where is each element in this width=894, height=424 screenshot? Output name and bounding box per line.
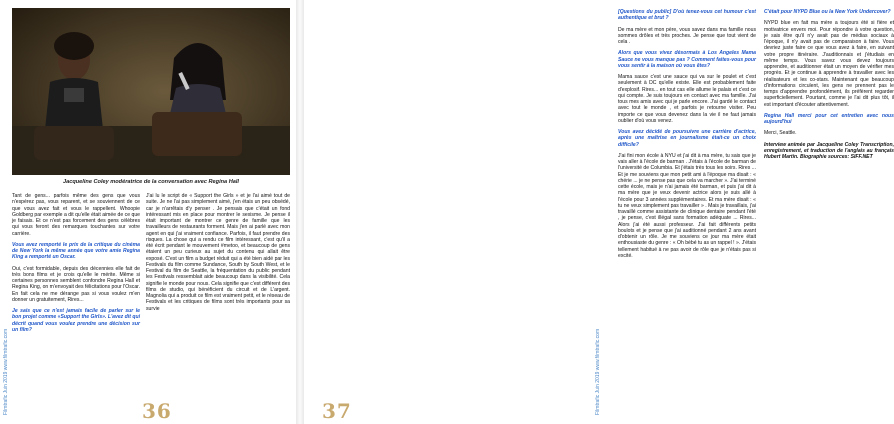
interview-answer: J'ai fini mon école à NYU et j'ai dit à ma mère, tu sais que je vais aller à l'école de barman . J'étais à l'école de barman de l'université de Columbia. Et j'étais très tous les soirs. Rires ... Et je me souviens que mon petit ami à l'époque ma disait : « chérie ... je ne pense pas que cela va marcher ». J'ai terminé cette école, mais je n'ai jamais été barman, et puis j'ai dit à ma mère que je veux devenir actrice alors je suis allé à l'école pour 3 années supplémentaires. Et ma mère disait : « tu ne veux simplement pas travailler » . Mais je travaillais, j'ai travaillé comme assistante de clinique dentaire pendant l'été , je pense, c'est illégal sans formation adéquate ... Rires... Alors j'ai été aussi professeur. J'ai fait différents petits boulots et je pense que j'ai auditionné pendant 2 ans avant d'obtenir un rôle. Je me souviens ce jour ma mère était enthousiaste du genre : « Oh bébé tu as un rappel ! ». J'étais tellement habitué à ne pas avoir de rôle que je n'étais pas si excité. xyxy=(618,152,756,259)
interview-credit: Interview animée par Jacqueline Coley Transcription, enregistrement, et traduction de l'anglais au français Hubert Martin. Biographie sources: SIFF.NET xyxy=(764,141,894,160)
spread-gutter xyxy=(296,0,304,424)
page-number: 37 xyxy=(322,399,352,423)
interview-question: Vous avez décidé de poursuivre une carrière d'actrice, après une maîtrise en journalisme était-ce un choix difficile? xyxy=(618,129,756,148)
interview-answer: De ma mère et mon père, vous savez dans ma famille nous sommes drôles et très proches. Je pense que tout vient de cela . xyxy=(618,26,756,45)
interview-answer: Tant de gens... parfois même des gens que vous n'espérez pas, vous reparent, et se souviennent de ce que vous avez fait et vous le rappellent. Whoopie Goldberg par exemple a dit qu'elle était aimée de ce que je faisais. Et ce n'est pas forcement des gens célèbres qui vous feront des remarques touchantes sur votre carrière. xyxy=(12,193,140,237)
interview-question: C'était pour NYPD Blue ou la New York Undercover? xyxy=(764,9,891,15)
left-page xyxy=(0,0,296,424)
interview-question: Vous avez remporté le prix de la critique du cinéma de New York la même année que votre amie Regina King a remporté un Oscar. xyxy=(12,241,140,261)
interview-question: Regina Hall merci pour cet entretien avec nous aujourd'hui xyxy=(764,112,894,125)
interview-answer: J'ai lu le script de « Support the Girls » et je l'ai aimé tout de suite. Je ne l'ai pas simplement aimé, j'en étais un peu obsédé, car je n'arrêtais d'y penser . Je pensais que c'était un fond intéressant mis en place pour montrer le sexisme. Je pense il était important de montrer ce genre de famille que les travailleurs de restaurants forment. Mais j'en ai parlé avec mon agent en qui j'ai vraiment confiance. Parfois, il faut prendre des risques. La chose qui a rendu ce film intéressant, c'est qu'il a été écrit pendant le mouvement #metoo, et beaucoup de gens étaient un peu curieux au sujet du contenu qui allait être exposé. C'est un film a budget réduit qui a été bien aidé par les Festivals du film comme Sundance, South by South West, et le Festival du film de Seattle, la fréquentation du public pendant les Festivals ressemblait aide beaucoup dans la visibilité. Cela signifie le monde pour nous. Cela signifie que c'est différent des films de studio, qui bénéficient du circuit et de L'argent. Magnolia qui a produit ce film est vraiment petit, et le réseau de Festivals et les critiques de films sont très importants pour sa survie xyxy=(146,193,290,312)
right-column-1 xyxy=(618,9,756,264)
event-photo xyxy=(12,8,290,175)
photo-caption: Jacqueline Coley modératrice de la conversation avec Regina Hall xyxy=(63,179,239,185)
interview-answer: Oui, c'est formidable, depuis des décennies elle fait de très bons films et je crois qu'elle le mérite. Même si certaines personnes semblent confondre Regina Hall et Regina King, on m'envoyait des félicitations pour l'Oscar. En fait cela ne me dérange pas si vous voulez m'en donner un gratuitement, Rires... xyxy=(12,265,140,303)
interview-question: Alors que vous vivez désormais à Los Angeles Mama Sauce ne vous manque pas ? Comment faites-vous pour vous sentir à la maison où vous êtes? xyxy=(618,50,756,69)
event-photo-illustration xyxy=(12,8,290,175)
interview-question: Je sais que ce n'est jamais facile de parler sur le bon projet comme «Support the Girls». L'avez dit qui décrit quand vous voulez prendre une décision sur un film? xyxy=(12,308,140,333)
page-number: 36 xyxy=(142,399,172,423)
right-column-2 xyxy=(764,9,894,165)
left-column-2 xyxy=(146,193,290,317)
left-column-1 xyxy=(12,193,140,338)
interview-answer: Mama sauce c'est une sauce qui va sur le poulet et c'est seulement à DC qu'elle existe. Elle est probablement faite d'explosif. Rires... en tout cas elle allume le palais et c'est ce qui compte. Je suis toujours en contact avec ma famille. J'ai tous mes amis avec qui je parle encore. J'ai gardé le contact avec tout le monde , et parfois je retourne visiter. Peu importe ce que vous devenez dans la vie il ne faut jamais oublier d'où vous venez. xyxy=(618,74,756,124)
interview-question: [Questions du public] D'où tenez-vous cet humour c'est authentique et brut ? xyxy=(618,9,756,22)
interview-answer: Merci, Seattle. xyxy=(764,130,797,137)
interview-answer: NYPD blue en fait ma mère a toujours été si fière et motivatrice envers moi. Pour répondre à votre question, je sais être qu'il n'y avait pas de médias sociaux à l'époque, il n'y avait pas de comparaison à faire. Vous devriez juste faire ce que vous avez à faire, en suivant votre propre itinéraire. J'auditionnais et j'étudiais en même temps. Vous savez vous devez toujours apprendre, et auditionner était un moyen de vérifier mes progrès. Et je continue à apprendre à travailler avec les réalisateurs et les co-stars. Maintenant que beaucoup d'informations circulent, les gens ne prennent pas le temps d'apprendre profondément, ils préfèrent regarder superficiellement. Pourtant, comme je l'ai dit plus tôt, il est important d'écouter attentivement. xyxy=(764,20,894,108)
side-footer: Filmtrafic Juin 2019 www.filmtrafic.com xyxy=(3,328,9,415)
side-footer: Filmtrafic Juin 2019 www.filmtrafic.com xyxy=(595,328,601,415)
right-page xyxy=(304,0,894,424)
